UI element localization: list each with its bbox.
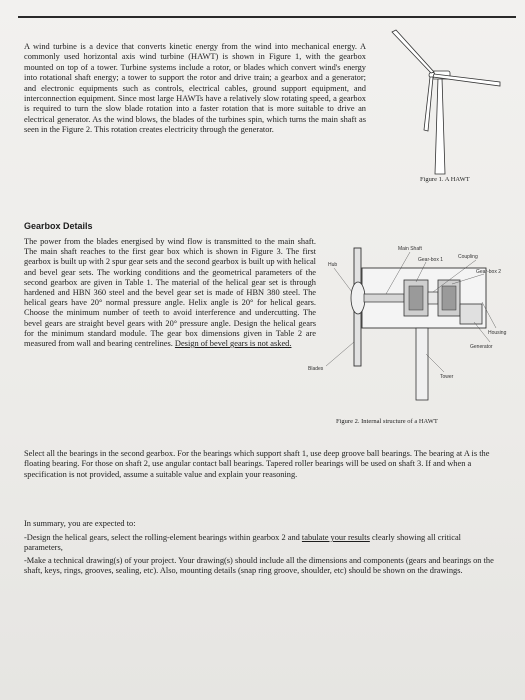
- label-tower: Tower: [440, 374, 454, 380]
- tower-shape: [416, 328, 428, 400]
- summary-bullet-1: [24, 533, 498, 554]
- label-gearbox-2: Gear-box 2: [476, 269, 502, 275]
- figure-2-caption: Figure 2. Internal structure of a HAWT: [336, 418, 438, 425]
- label-hub: Hub: [328, 262, 338, 268]
- generator-shape: [460, 304, 482, 324]
- turbine-tower: [435, 78, 445, 174]
- bullet-1-text-c: clearly showing all critical parameters,: [24, 533, 462, 553]
- gearbox-heading: Gearbox Details: [24, 221, 93, 231]
- turbine-blade-3: [424, 77, 433, 131]
- main-shaft-shape: [364, 294, 404, 302]
- label-generator: Generator: [470, 344, 493, 350]
- figure-2-internal-structure: [306, 242, 511, 402]
- gearbox-paragraph-text: The power from the blades energised by wind flow is transmitted to the main shaft. The main shaft reaches to the first gear box which is shown in Figure 3. The first gearbox is built up with 2 spur gear sets and the second gearbox is built up with helical and bevel gear sets. The working conditions and the geometrical parameters of the second gearbox are given in Table 1. The material of the helical gear set is through hardened and HBN 360 steel and the bevel gear set is made of HBN 380 steel. The helical gears have 20° normal pressure angle. Helix angle is 20° for helical gears. Choose the minimum number of teeth to avoid interference and undercutting. The bevel gears are straight bevel gears with 20° pressure angle. Design the helical gears for the minimum standard module. The gear box dimensions given in Table 2 are measured from wall and bearing centrelines.: [24, 237, 316, 349]
- label-housing: Housing: [488, 330, 507, 336]
- figure-1-turbine-illustration: [372, 26, 507, 176]
- gearbox-paragraph: [24, 237, 316, 349]
- gearbox-paragraph-underlined: Design of bevel gears is not asked.: [174, 339, 292, 349]
- summary-intro: In summary, you are expected to:: [24, 519, 136, 528]
- intro-paragraph: A wind turbine is a device that converts kinetic energy from the wind into mechanical energy. A commonly used horizontal axis wind turbine (HAWT) is shown in Figure 1, with the gearbox mounted on top of a tower. Turbine systems include a rotor, or blades which convert wind's energy into rotational shaft energy; a tower to support the rotor and drive train; a gearbox and a generator; and electronic equipments such as controls, electrical cables, ground support equipment, and interconnection equipment. Since most large HAWTs have a relatively slow rotating speed, a gearbox is required to turn the slow blade rotation into a faster rotation that is more suitable to drive an electrical generator. As the wind blows, the blades of the turbines spin, which turns the main shaft as seen in the Figure 2. This rotation creates electricity through the generator.: [24, 42, 366, 135]
- bearings-paragraph: Select all the bearings in the second gearbox. For the bearings which support shaft 1, use deep groove ball bearings. The bearing at A is the floating bearing. For those on shaft 2, use angular contact ball bearings. Tapered roller bearings will be used on shaft 3. If and when a specification is not provided, assume a suitable value and explain your reasoning.: [24, 449, 490, 479]
- label-main-shaft: Main Shaft: [398, 246, 422, 252]
- hub-shape: [351, 282, 365, 314]
- label-gearbox-1: Gear-box 1: [418, 257, 444, 263]
- summary-bullet-2: -Make a technical drawing(s) of your project. Your drawing(s) should include all the dimensions and components (gears and bearings on the shaft, keys, rings, grooves, sealing, etc). Also, mounting details (snap ring groove, shoulder, etc) should be shown on the drawings.: [24, 556, 494, 576]
- label-blades: Blades: [308, 366, 324, 372]
- bullet-1-underlined: tabulate your results: [301, 533, 370, 542]
- label-coupling: Coupling: [458, 254, 478, 260]
- turbine-blade-1: [392, 30, 434, 73]
- bullet-1-text-a: -Design the helical gears, select the rolling-element bearings within gearbox 2 and: [24, 533, 302, 542]
- coupling-shape: [428, 292, 438, 304]
- figure-1-caption: Figure 1. A HAWT: [420, 176, 470, 183]
- turbine-blade-2: [433, 74, 500, 86]
- top-rule: [18, 16, 516, 18]
